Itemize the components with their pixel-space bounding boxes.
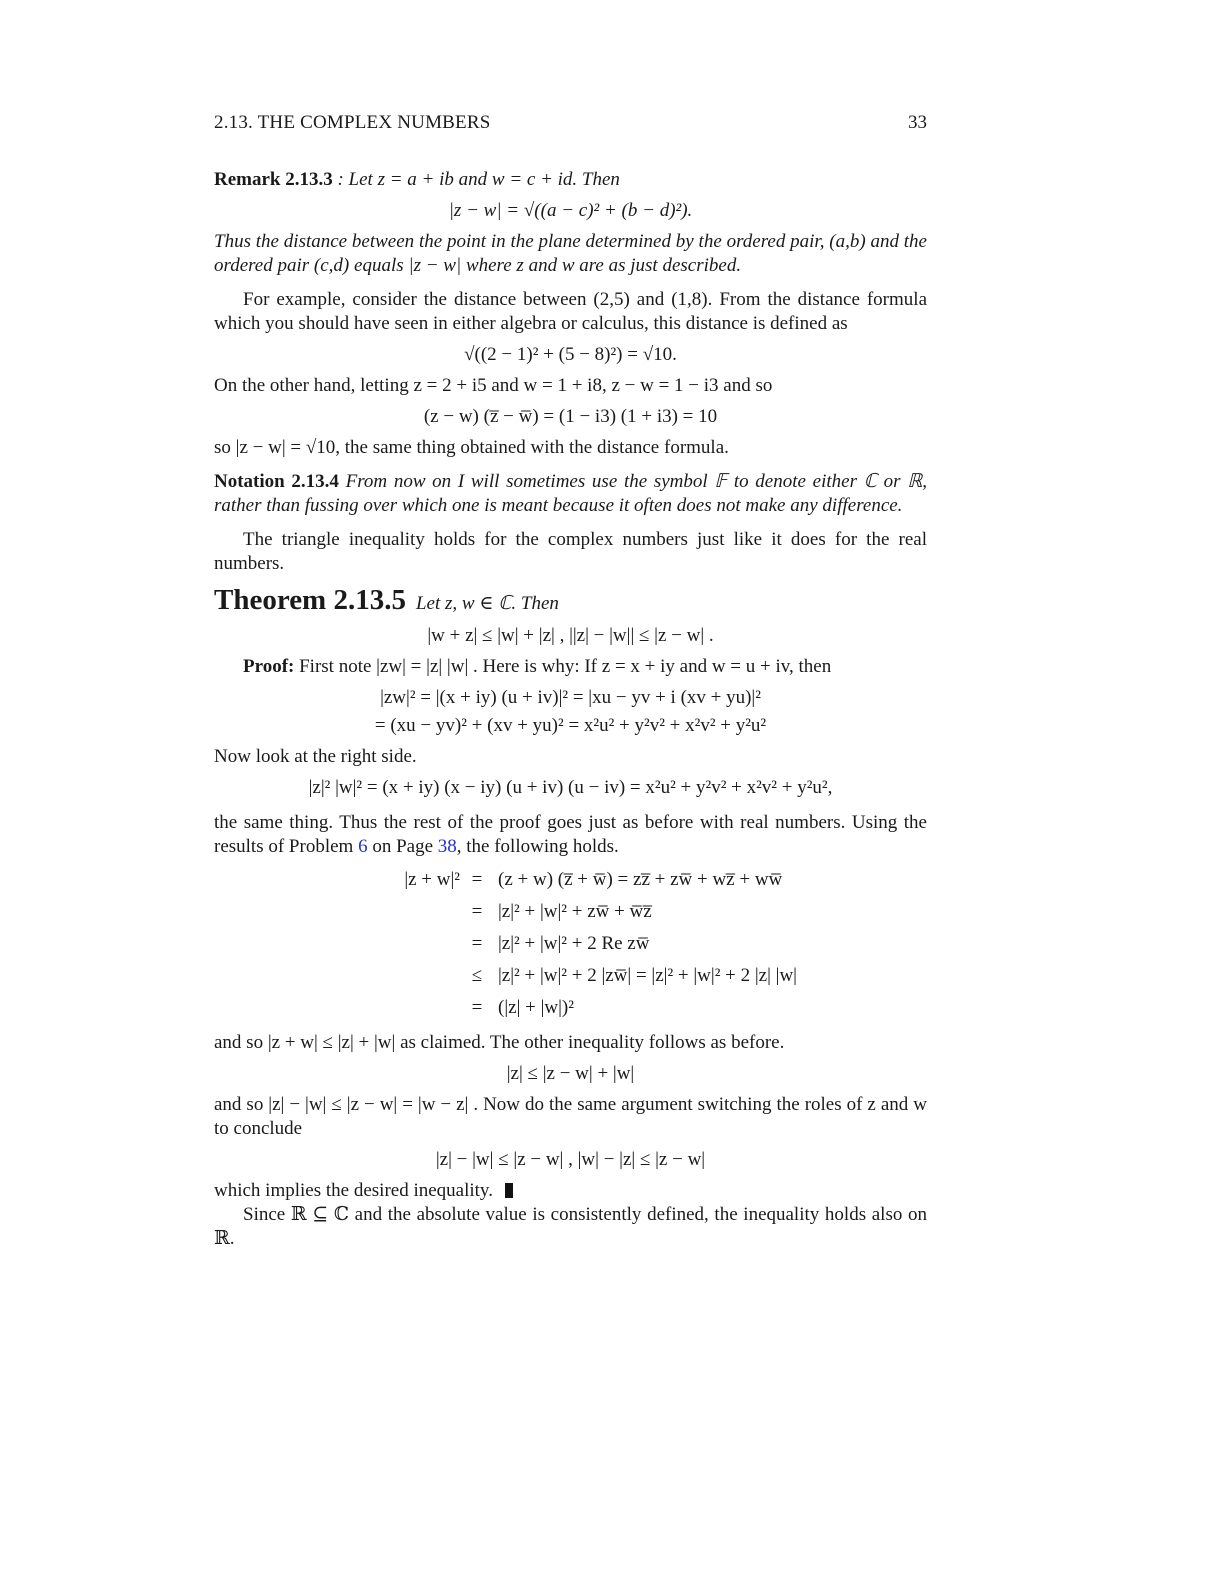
align-lhs: |z + w|²: [404, 869, 460, 890]
proof-equation-3: |z|² |w|² = (x + iy) (x − iy) (u + iv) (u − iv) = x²u² + y²v² + x²v² + y²u²,: [308, 777, 833, 798]
problem-link[interactable]: 6: [358, 836, 368, 857]
closing-paragraph: Since ℝ ⊆ ℂ and the absolute value is consistently defined, the inequality holds also on ℝ.: [214, 1204, 927, 1249]
align-lhs: [214, 963, 460, 989]
align-rhs: |z|² + |w|² + 2 Re zw̅: [498, 933, 650, 954]
proof-text-3b: on Page: [367, 836, 438, 857]
page-number: 33: [908, 112, 927, 133]
align-relation: ≤: [471, 965, 483, 986]
example-equation-1: √((2 − 1)² + (5 − 8)²) = √10.: [464, 344, 677, 365]
align-relation: =: [471, 997, 483, 1018]
proof-text-3c: , the following holds.: [456, 836, 619, 857]
theorem-label: Theorem 2.13.5: [214, 584, 406, 616]
align-relation: =: [471, 933, 483, 954]
proof-text-6: which implies the desired inequality.: [214, 1180, 493, 1201]
proof-paragraph-4: and so |z + w| ≤ |z| + |w| as claimed. The other inequality follows as before.: [214, 1032, 785, 1053]
example-paragraph-3: so |z − w| = √10, the same thing obtained with the distance formula.: [214, 437, 729, 458]
align-relation: =: [471, 901, 483, 922]
notation-paragraph: [214, 470, 927, 518]
proof-paragraph-5: and so |z| − |w| ≤ |z − w| = |w − z| . Now do the same argument switching the roles of z and w to conclude: [214, 1094, 927, 1139]
align-relation: =: [471, 869, 483, 890]
proof-paragraph-1: [214, 655, 927, 679]
remark-text: Thus the distance between the point in the plane determined by the ordered pair, (a,b) and the ordered pair (c,d) equals |z − w| where z and w are as just described.: [214, 231, 927, 276]
align-rhs: |z|² + |w|² + zw̅ + w̅z̅: [498, 901, 652, 922]
proof-label: Proof:: [243, 656, 295, 677]
align-lhs: [214, 931, 460, 957]
triangle-intro: The triangle inequality holds for the complex numbers just like it does for the real numbers.: [214, 529, 927, 574]
proof-equation-1: |zw|² = |(x + iy) (u + iv)|² = |xu − yv + i (xv + yu)|²: [380, 687, 761, 708]
notation-text: From now on I will sometimes use the symbol 𝔽 to denote either ℂ or ℝ, rather than fussing over which one is meant because it often does not make any difference.: [214, 471, 927, 516]
theorem-heading: [214, 584, 927, 617]
proof-paragraph-3: [214, 811, 927, 859]
example-paragraph-1: For example, consider the distance between (2,5) and (1,8). From the distance formula which you should have seen in either algebra or calculus, this distance is defined as: [214, 289, 927, 334]
remark-paragraph: [214, 168, 927, 192]
remark-equation: |z − w| = √((a − c)² + (b − d)²).: [448, 200, 693, 221]
align-rhs: (|z| + |w|)²: [498, 997, 574, 1018]
page-link[interactable]: 38: [437, 836, 457, 857]
page: [214, 112, 927, 1251]
section-title: 2.13. THE COMPLEX NUMBERS: [214, 112, 491, 133]
align-rhs: |z|² + |w|² + 2 |zw̅| = |z|² + |w|² + 2 |z| |w|: [498, 965, 797, 986]
align-lhs: [214, 995, 460, 1021]
qed-square-icon: [505, 1183, 513, 1198]
align-lhs: [214, 899, 460, 925]
align-rhs: (z + w) (z̅ + w̅) = zz̅ + zw̅ + wz̅ + ww̅: [498, 869, 783, 890]
proof-equation-2: = (xu − yv)² + (xv + yu)² = x²u² + y²v² + x²v² + y²u²: [374, 715, 767, 736]
proof-text-1: First note |zw| = |z| |w| . Here is why: If z = x + iy and w = u + iv, then: [294, 656, 832, 677]
notation-label: Notation 2.13.4: [214, 471, 339, 492]
proof-text-3a: the same thing. Thus the rest of the proof goes just as before with real numbers. Using the results of Problem: [214, 812, 927, 857]
proof-paragraph-6: [214, 1179, 927, 1203]
aligned-derivation: [214, 867, 927, 1021]
proof-equation-4: |z| ≤ |z − w| + |w|: [506, 1063, 635, 1084]
proof-paragraph-2: Now look at the right side.: [214, 746, 417, 767]
running-header: [214, 112, 927, 138]
remark-intro: : Let z = a + ib and w = c + id. Then: [332, 169, 620, 190]
example-equation-2: (z − w) (z̅ − w̅) = (1 − i3) (1 + i3) = 10: [423, 406, 718, 427]
theorem-text: Let z, w ∈ ℂ. Then: [415, 593, 559, 614]
theorem-equation: |w + z| ≤ |w| + |z| , ||z| − |w|| ≤ |z − w| .: [427, 625, 714, 646]
example-paragraph-2: On the other hand, letting z = 2 + i5 and w = 1 + i8, z − w = 1 − i3 and so: [214, 375, 773, 396]
proof-equation-5: |z| − |w| ≤ |z − w| , |w| − |z| ≤ |z − w|: [435, 1149, 706, 1170]
remark-label: Remark 2.13.3: [214, 169, 333, 190]
